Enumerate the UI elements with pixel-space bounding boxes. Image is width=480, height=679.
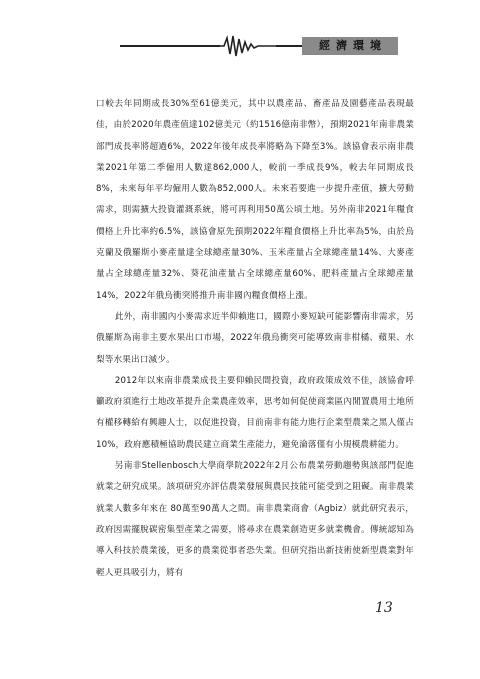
article-body: [96, 94, 414, 584]
paragraph-2: 此外，南非國內小麥需求近半仰賴進口，國際小麥短缺可能影響南非需求，另俄羅斯為南非主要水果出口市場，2022年俄烏衝突可能導致南非柑橘、蘋果、水梨等水果出口減少。: [96, 311, 414, 365]
heartbeat-wave-icon: [218, 34, 278, 58]
paragraph-1: 口較去年同期成長30%至61億美元，其中以農產品、畜產品及園藝產品表現最佳，由於2020年農產值達102億美元（約1516億南非幣），預期2021年南非農業部門成長率將超過6%，2022年後年成長率將略為下降至3%。該協會表示南非農業2021年第二季僱用人數達862,000人，較前一季成長9%，較去年同期成長8%，未來每年平均僱用人數為852,000人。未來若要進一步提升產值，擴大勞動需求，則需擴大投資灌溉系統，將可再利用50萬公頃土地。另外南非2021年糧食價格上升比率約6.5%，該協會原先預期2022年糧食價格上升比率為5%，由於烏克蘭及俄羅斯小麥產量達全球總產量30%、玉米產量占全球總產量14%、大麥產量占全球總產量32%、葵花油產量占全球總產量60%、肥料產量占全球總產量14%，2022年俄烏衝突將推升南非國內糧食價格上漲。: [96, 99, 414, 301]
paragraph-3: 2012年以來南非農業成長主要仰賴民間投資，政府政策成效不佳，該協會呼籲政府須進行土地改革提升企業農產效率，思考如何促使商業區內閒置農用土地所有權移轉給有興趣人士，以促進投資，目前南非有能力進行企業型農業之黑人僅占10%，政府應積極協助農民建立商業生產能力，避免淪落僅有小規模農耕能力。: [96, 375, 414, 450]
page-number: 13: [375, 600, 393, 616]
header-rule-right: [276, 45, 302, 47]
header-rule-left: [120, 45, 220, 47]
section-tab: 經濟環境: [302, 37, 398, 55]
paragraph-4: 另南非Stellenbosch大學商學院2022年2月公布農業勞動趨勢與該部門促進就業之研究成果。該項研究亦評估農業發展與農民技能可能受到之阻礙。南非農業就業人數多年來在 80萬至90萬人之間。南非農業商會（Agbiz）就此研究表示，政府因需擺脫碳密集型產業之需要，將尋求在農業創造更多就業機會。傳統認知為導入科技於農業後，更多的農業從事者恐失業。但研究指出新技術使新型農業對年輕人更具吸引力，將有: [96, 461, 414, 578]
running-header: [0, 34, 480, 58]
